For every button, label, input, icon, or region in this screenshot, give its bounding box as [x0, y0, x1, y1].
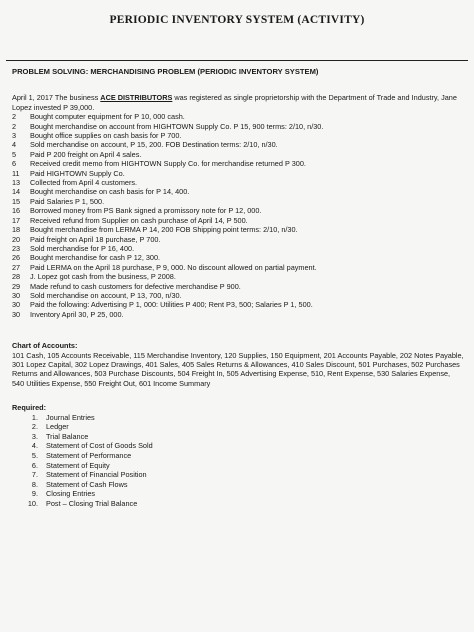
transaction-row — [12, 131, 464, 140]
transaction-row — [12, 159, 464, 168]
transaction-description: Bought merchandise from LERMA P 14, 200 FOB Shipping point terms: 2/10, n/30. — [30, 225, 298, 235]
required-item — [12, 499, 464, 509]
required-item-label: Ledger — [46, 422, 69, 432]
transaction-row — [12, 206, 464, 215]
transaction-list — [12, 112, 464, 319]
required-item — [12, 451, 464, 461]
transaction-description: Bought merchandise on cash basis for P 14, 400. — [30, 187, 190, 197]
required-item-label: Statement of Cost of Goods Sold — [46, 441, 153, 451]
chart-of-accounts-text: 101 Cash, 105 Accounts Receivable, 115 Merchandise Inventory, 120 Supplies, 150 Equipment, 201 Accounts Payable, 202 Notes Payable, 301 Lopez Capital, 302 Lopez Drawings, 401 Sales, 405 Sales Returns & Allowances, 410 Sales Discount, 501 Purchases, 502 Purchases Returns and Allowances, 503 Purchase Discounts, 504 Freight In, 505 Advertising Expense, 510, Rent Expense, 530 Salaries Expense, 540 Utilities Expense, 550 Freight Out, 601 Income Summary — [12, 350, 464, 388]
transaction-description: Received credit memo from HIGHTOWN Supply Co. for merchandise returned P 300. — [30, 159, 306, 169]
transaction-day: 15 — [12, 196, 21, 206]
transaction-day: 2 — [12, 112, 17, 122]
required-item-label: Post – Closing Trial Balance — [46, 498, 138, 508]
transaction-description: Sold merchandise on account, P 13, 700, n/30. — [30, 290, 182, 300]
transaction-description: Bought merchandise on account from HIGHTOWN Supply Co. P 15, 900 terms: 2/10, n/30. — [30, 121, 324, 131]
company-name: ACE DISTRIBUTORS — [100, 93, 173, 103]
transaction-day: 11 — [12, 168, 20, 178]
required-item-number: 6. — [31, 460, 38, 470]
transaction-description: Received refund from Supplier on cash purchase of April 14, P 500. — [30, 215, 248, 225]
transaction-day: 30 — [12, 290, 21, 300]
transaction-day: 3 — [12, 131, 17, 141]
required-item-number: 8. — [31, 479, 38, 489]
transaction-day: 29 — [12, 281, 21, 291]
transaction-row — [12, 235, 464, 244]
intro-paragraph — [12, 93, 464, 112]
transaction-description: Inventory April 30, P 25, 000. — [30, 309, 124, 319]
transaction-day: 14 — [12, 187, 21, 197]
required-item-number: 7. — [31, 470, 38, 480]
required-item-label: Statement of Performance — [46, 450, 132, 460]
document-body — [12, 67, 464, 509]
transaction-day: 23 — [12, 243, 21, 253]
transaction-description: Bought merchandise for cash P 12, 300. — [30, 253, 161, 263]
required-item-label: Closing Entries — [46, 489, 96, 499]
transaction-description: Paid freight on April 18 purchase, P 700. — [30, 234, 161, 244]
transaction-description: Bought office supplies on cash basis for P 700. — [30, 131, 182, 141]
transaction-row — [12, 187, 464, 196]
required-item-label: Statement of Cash Flows — [46, 479, 128, 489]
required-item — [12, 480, 464, 490]
transaction-day: 16 — [12, 206, 21, 216]
problem-heading: PROBLEM SOLVING: MERCHANDISING PROBLEM (PERIODIC INVENTORY SYSTEM) — [12, 67, 319, 76]
transaction-row — [12, 150, 464, 159]
intro-text-start: April 1, 2017 The business — [12, 93, 101, 103]
transaction-row — [12, 112, 464, 121]
transaction-day: 26 — [12, 253, 21, 263]
transaction-row — [12, 272, 464, 281]
required-item — [12, 432, 464, 442]
required-item — [12, 422, 464, 432]
transaction-description: Paid Salaries P 1, 500. — [30, 196, 105, 206]
transaction-day: 30 — [12, 300, 21, 310]
transaction-day: 17 — [12, 215, 21, 225]
transaction-row — [12, 310, 464, 319]
transaction-description: Borrowed money from PS Bank signed a promissory note for P 12, 000. — [30, 206, 262, 216]
transaction-row — [12, 291, 464, 300]
transaction-day: 13 — [12, 178, 21, 188]
transaction-description: Paid LERMA on the April 18 purchase, P 9, 000. No discount allowed on partial payment. — [30, 262, 317, 272]
required-item-number: 3. — [31, 431, 38, 441]
transaction-description: Bought computer equipment for P 10, 000 cash. — [30, 112, 185, 122]
required-item-number: 1. — [31, 412, 38, 422]
required-item-number: 9. — [31, 489, 38, 499]
transaction-day: 28 — [12, 272, 21, 282]
transaction-description: Sold merchandise on account, P 15, 200. FOB Destination terms: 2/10, n/30. — [30, 140, 278, 150]
required-heading: Required: — [12, 403, 47, 413]
transaction-description: Paid HIGHTOWN Supply Co. — [30, 168, 125, 178]
transaction-row — [12, 197, 464, 206]
transaction-day: 30 — [12, 309, 21, 319]
transaction-row — [12, 253, 464, 262]
required-item-number: 5. — [31, 450, 38, 460]
required-list — [12, 413, 464, 509]
intro-text-end: was registered as single proprietorship with the Department of Trade and Industry, Jane Lopez invested P 39,000. — [12, 93, 457, 112]
transaction-row — [12, 225, 464, 234]
transaction-description: Paid the following: Advertising P 1, 000: Utilities P 400; Rent P3, 500; Salaries P 1, 500. — [30, 300, 313, 310]
required-item — [12, 470, 464, 480]
transaction-description: Paid P 200 freight on April 4 sales. — [30, 149, 142, 159]
transaction-day: 20 — [12, 234, 21, 244]
transaction-row — [12, 244, 464, 253]
required-item-label: Journal Entries — [46, 412, 95, 422]
transaction-day: 6 — [12, 159, 17, 169]
chart-of-accounts-heading: Chart of Accounts: — [12, 341, 78, 351]
transaction-day: 4 — [12, 140, 17, 150]
required-item — [12, 489, 464, 499]
required-item-number: 2. — [31, 422, 38, 432]
document-title: PERIODIC INVENTORY SYSTEM (ACTIVITY) — [109, 14, 365, 26]
required-item — [12, 441, 464, 451]
transaction-row — [12, 263, 464, 272]
transaction-row — [12, 300, 464, 309]
transaction-description: J. Lopez got cash from the business, P 2008. — [30, 272, 176, 282]
title-divider — [6, 60, 468, 61]
transaction-row — [12, 122, 464, 131]
required-item-number: 4. — [31, 441, 38, 451]
transaction-row — [12, 216, 464, 225]
required-item — [12, 413, 464, 423]
required-item-number: 10. — [27, 498, 38, 508]
transaction-row — [12, 140, 464, 149]
transaction-day: 2 — [12, 121, 17, 131]
required-item-label: Statement of Equity — [46, 460, 110, 470]
transaction-day: 27 — [12, 262, 21, 272]
transaction-description: Collected from April 4 customers. — [30, 178, 138, 188]
required-item — [12, 461, 464, 471]
required-item-label: Statement of Financial Position — [46, 470, 147, 480]
required-item-label: Trial Balance — [46, 431, 89, 441]
transaction-row — [12, 169, 464, 178]
transaction-description: Made refund to cash customers for defective merchandise P 900. — [30, 281, 241, 291]
transaction-row — [12, 178, 464, 187]
transaction-day: 5 — [12, 149, 17, 159]
transaction-day: 18 — [12, 225, 21, 235]
transaction-description: Sold merchandise for P 16, 400. — [30, 243, 135, 253]
transaction-row — [12, 282, 464, 291]
